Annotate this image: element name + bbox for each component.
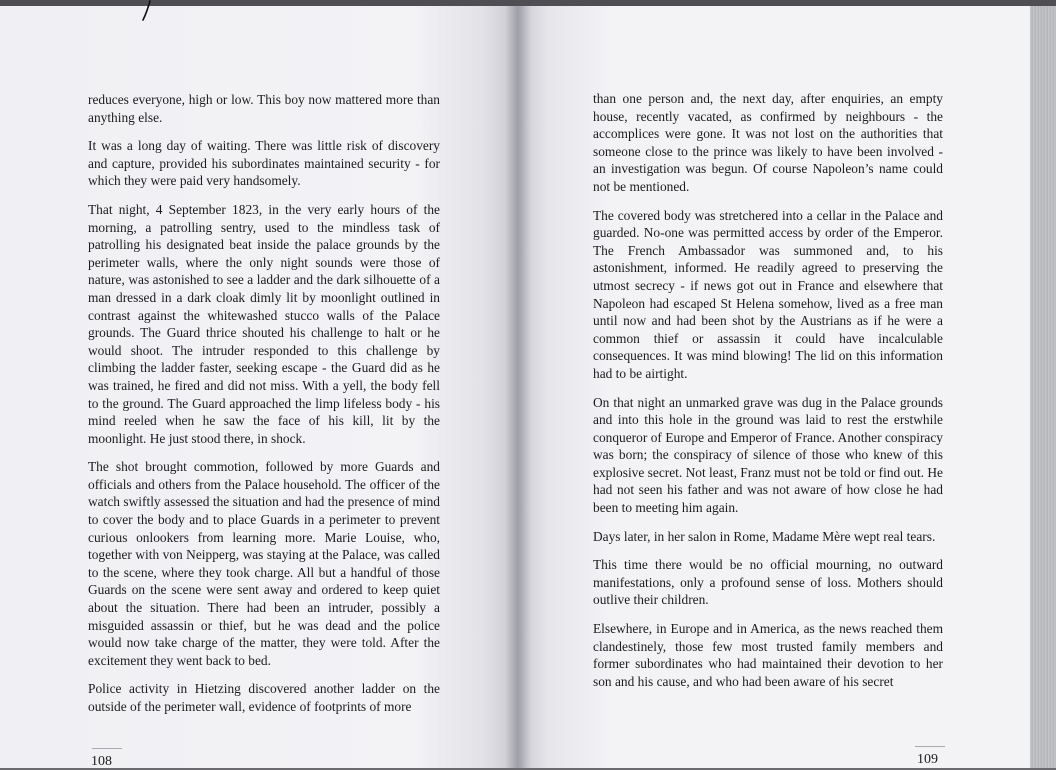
footer-rule-left (92, 748, 122, 749)
page-number-right: 109 (917, 752, 938, 767)
right-page-text (593, 90, 943, 701)
paragraph: than one person and, the next day, after enquiries, an empty house, recently vacated, as confirmed by neighbours - the accomplices were gone. It was not lost on the authorities that someone close to the prince was likely to have been involved - an investigation was begun. Of course Napoleon’s name could not be mentioned. (593, 91, 943, 194)
paragraph: That night, 4 September 1823, in the very early hours of the morning, a patrolling sentry, used to the mindless task of patrolling his designated beat inside the palace grounds by the perimeter walls, where the only night sounds were those of nature, was astonished to see a ladder and the dark silhouette of a man dressed in a dark cloak dimly lit by moonlight outlined in contrast against the whitewashed stucco walls of the Palace grounds. The Guard thrice shouted his challenge to halt or he would shoot. The intruder responded to this challenge by climbing the ladder faster, seeking escape - the Guard did as he was trained, he fired and did not miss. With a yell, the body fell to the ground. The Guard approached the limp lifeless body - his mind reeled when he saw the face of his kill, lit by the moonlight. He just stood there, in shock. (88, 201, 440, 446)
book-gutter (505, 6, 531, 768)
left-page-text (88, 91, 440, 727)
page-edges (1030, 6, 1056, 768)
footer-rule-right (915, 746, 945, 747)
page-number-left: 108 (91, 754, 112, 769)
pen-mark-icon (140, 0, 154, 22)
paragraph: This time there would be no official mourning, no outward manifestations, only a profound sense of loss. Mothers should outlive their children. (593, 557, 943, 608)
paragraph: Police activity in Hietzing discovered another ladder on the outside of the perimeter wall, evidence of footprints of more (88, 681, 440, 714)
paragraph: The shot brought commotion, followed by more Guards and officials and others from the Palace household. The officer of the watch swiftly assessed the situation and had the presence of mind to cover the body and to place Guards in a perimeter to prevent curious onlookers from learning more. Marie Louise, who, together with von Neipperg, was staying at the Palace, was called to the scene, where they took charge. All but a handful of those Guards on the scene were sent away and ordered to keep quiet about the situation. There had been an intruder, possibly a misguided assassin or thief, but he was dead and the police would now take charge of the matter, they were told. After the excitement they went back to bed. (88, 459, 440, 668)
paragraph: It was a long day of waiting. There was little risk of discovery and capture, provided his subordinates maintained security - for which they were paid very handsomely. (88, 138, 440, 189)
paragraph: The covered body was stretchered into a cellar in the Palace and guarded. No-one was permitted access by order of the Emperor. The French Ambassador was summoned and, to his astonishment, informed. He readily agreed to preserving the utmost secrecy - if news got out in France and elsewhere that Napoleon had escaped St Helena somehow, lived as a free man until now and had been shot by the Austrians as if he were a common thief or assassin it could have incalculable consequences. It was mind blowing! The lid on this information had to be airtight. (593, 207, 943, 381)
paragraph: reduces everyone, high or low. This boy now mattered more than anything else. (88, 92, 440, 125)
paragraph: On that night an unmarked grave was dug in the Palace grounds and into this hole in the ground was laid to rest the erstwhile conqueror of Europe and Emperor of France. Another conspiracy was born; the conspiracy of silence of those who knew of this explosive secret. Not least, Franz must not be told or find out. He had not seen his father and was not aware of how close he had been to meeting him again. (593, 394, 943, 516)
paragraph: Days later, in her salon in Rome, Madame Mère wept real tears. (593, 528, 936, 544)
paragraph: Elsewhere, in Europe and in America, as the news reached them clandestinely, those few most trusted family members and former subordinates who had maintained their devotion to her son and his cause, and who had been aware of his secret (593, 621, 943, 689)
